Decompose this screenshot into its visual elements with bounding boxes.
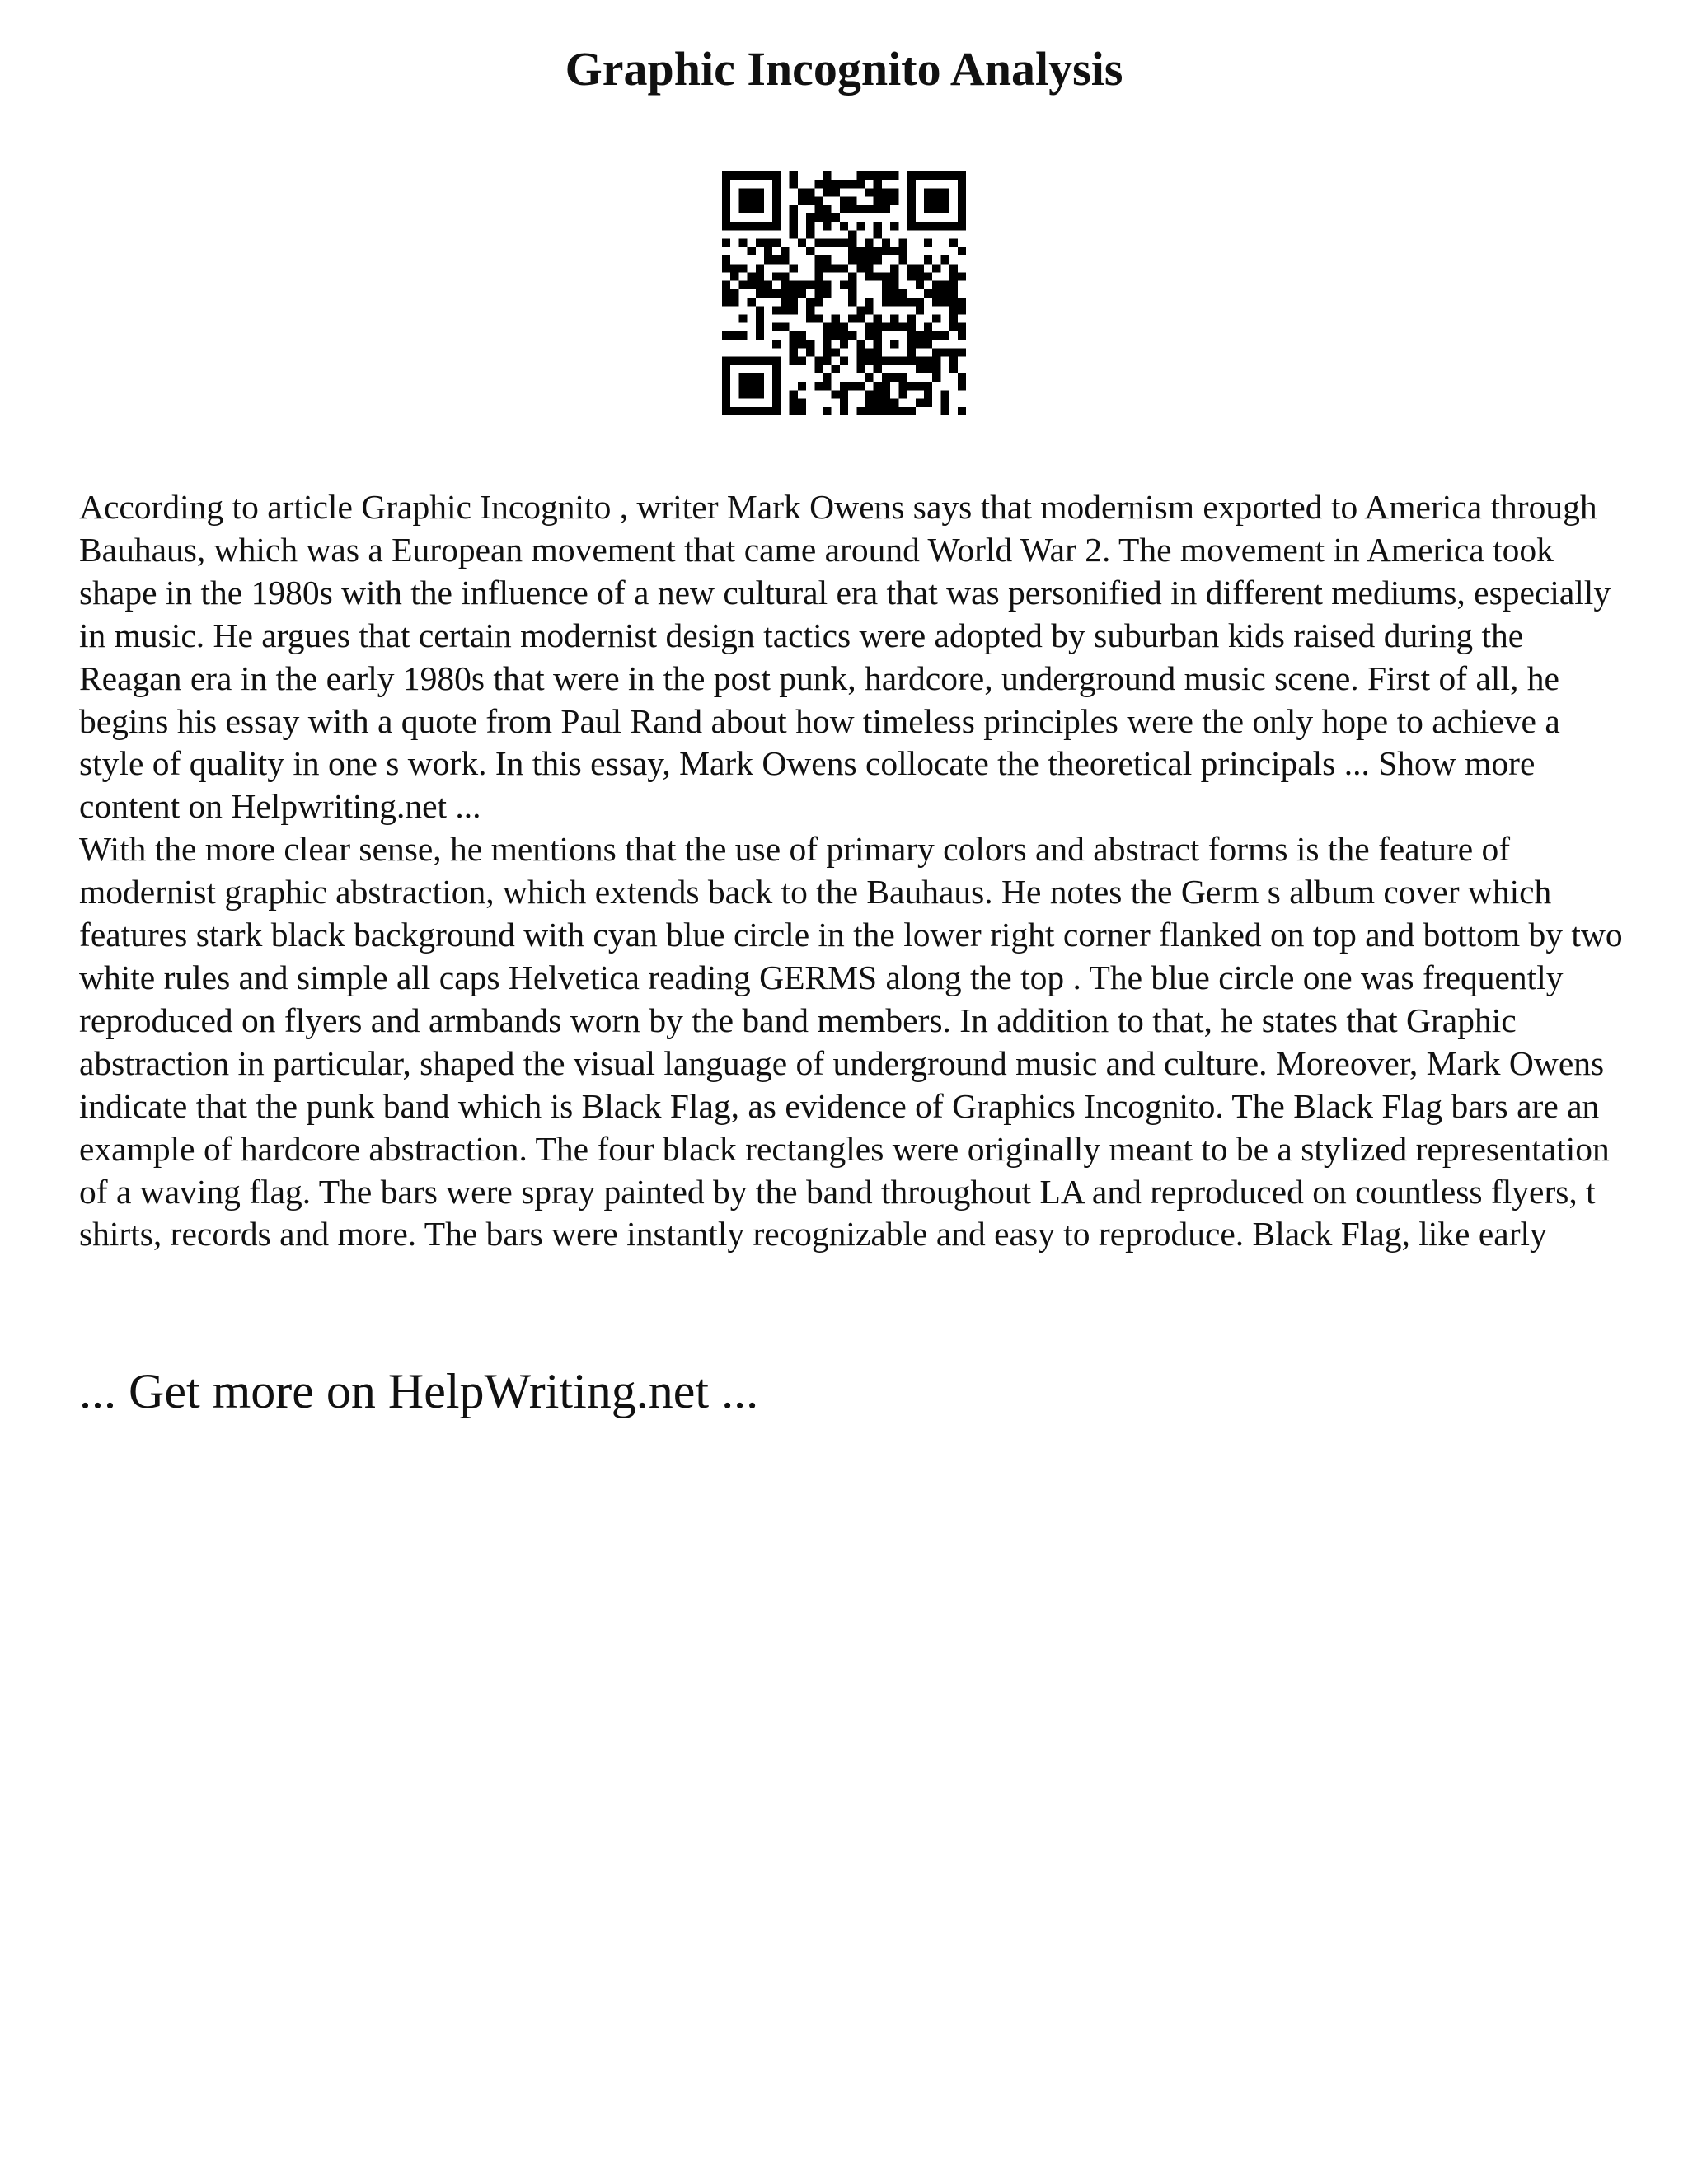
qr-code-icon <box>722 171 966 415</box>
paragraph-2: With the more clear sense, he mentions that the use of primary colors and abstract forms is the feature of modernist graphic abstraction, which extends back to the Bauhaus. He notes the Germ s album cover which features stark black background with cyan blue circle in the lower right corner flanked on top and bottom by two white rules and simple all caps Helvetica reading GERMS along the top . The blue circle one was frequently reproduced on flyers and armbands worn by the band members. In addition to that, he states that Graphic abstraction in particular, shaped the visual language of underground music and culture. Moreover, Mark Owens indicate that the punk band which is Black Flag, as evidence of Graphics Incognito. The Black Flag bars are an example of hardcore abstraction. The four black rectangles were originally meant to be a stylized representation of a waving flag. The bars were spray painted by the band throughout LA and reproduced on countless flyers, t shirts, records and more. The bars were instantly recognizable and easy to reproduce. Black Flag, like early <box>79 830 1623 1254</box>
get-more-link[interactable]: ... Get more on HelpWriting.net ... <box>79 1364 759 1418</box>
page-title: Graphic Incognito Analysis <box>565 42 1123 96</box>
article-body <box>79 486 1629 1256</box>
paragraph-1: According to article Graphic Incognito , writer Mark Owens says that modernism exported to America through Bauhaus, which was a European movement that came around World War 2. The movement in America took shape in the 1980s with the influence of a new cultural era that was personified in different mediums, especially in music. He argues that certain modernist design tactics were adopted by suburban kids raised during the Reagan era in the early 1980s that were in the post punk, hardcore, underground music scene. First of all, he begins his essay with a quote from Paul Rand about how timeless principles were the only hope to achieve a style of quality in one s work. In this essay, Mark Owens collocate the theoretical principals ... Show more content on Helpwriting.net ... <box>79 488 1611 826</box>
